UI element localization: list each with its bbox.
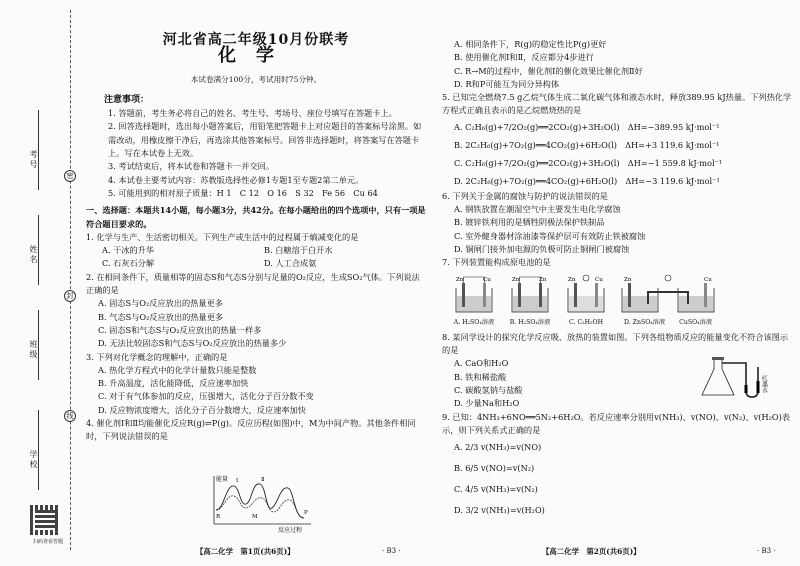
electrode-label: Zn: [512, 276, 520, 283]
field-underline: [38, 215, 39, 285]
seal-circle: 密: [64, 170, 76, 182]
field-name: 姓名: [29, 245, 38, 265]
notice-item: 2. 回答选择题时，选出每小题答案后，用铅笔把答题卡上对应题目的答案标号涂黑。如需改动，用橡皮擦干净后，再选涂其他答案标号。回答非选择题时，将答案写在答题卡上。写在本试卷上无效。: [108, 121, 422, 159]
curve-label: Ⅰ: [236, 478, 239, 484]
question-stem: 9. 已知：4NH₃+6NO══5N₂+6H₂O。若反应速率分别用v(NH₃)、v(NO)、v(N₂)、v(H₂O)表示，则下列关系式正确的是: [442, 411, 790, 435]
beaker-options: [450, 274, 792, 329]
seal-line: [70, 10, 71, 550]
beaker-option-b[interactable]: [506, 274, 554, 329]
point-label-r: R: [216, 514, 221, 520]
option[interactable]: A. 干冰的升华: [102, 245, 155, 256]
exam-info: 本试卷满分100分，考试用时75分钟。: [190, 74, 322, 84]
binding-strip: [0, 0, 80, 566]
page-code: · B3 ·: [382, 546, 401, 555]
flask-u-tube-figure: [694, 355, 784, 401]
option-letter: B.: [509, 318, 517, 326]
beaker-icon: [450, 274, 498, 316]
beaker-option-a[interactable]: [450, 274, 498, 329]
solution-label: H₂SO₄溶液: [462, 318, 495, 326]
electrode-label: Cu: [704, 276, 712, 283]
y-axis-label: 能量: [216, 476, 229, 483]
seal-circle: 线: [64, 410, 76, 422]
electrode-label: Zn: [624, 276, 632, 283]
field-exam-number: 考号: [29, 150, 38, 170]
solution-label: CuSO₄溶液: [679, 318, 713, 326]
option[interactable]: C. 4/5 v(NH₃)=v(N₂): [454, 484, 538, 495]
option[interactable]: A. C₂H₆(g)+7/2O₂(g)══2CO₂(g)+3H₂O(l) ΔH=−389.95 kJ·mol⁻¹: [454, 121, 720, 132]
option[interactable]: B. 气态S与O₂反应放出的热量更多: [98, 311, 224, 322]
left-column: [86, 0, 426, 566]
flask-icon: [702, 359, 734, 395]
footer: 【高二化学 第1页(共6页)】: [196, 546, 295, 556]
option-letter: D.: [623, 318, 631, 326]
option[interactable]: D. 2C₂H₆(g)+7O₂(g)══4CO₂(g)+6H₂O(l) ΔH=−3 119.6 kJ·mol⁻¹: [454, 175, 720, 186]
question-5: [442, 91, 792, 190]
question-7: [442, 256, 792, 329]
curve-catalyst-2: [216, 496, 304, 518]
notice-item: 1. 答题前，考生务必将自己的姓名、考生号、考场号、座位号填写在答题卡上。: [108, 108, 397, 119]
option[interactable]: B. 2C₂H₆(g)+7O₂(g)══4CO₂(g)+6H₂O(l) ΔH=+3 119.6 kJ·mol⁻¹: [454, 139, 720, 150]
field-underline: [38, 310, 39, 380]
beaker-pair-icon: [618, 274, 718, 316]
option[interactable]: B. 6/5 v(NO)=v(N₂): [454, 463, 535, 474]
meter-icon: [583, 275, 589, 281]
beaker-option-d[interactable]: [618, 274, 718, 329]
option[interactable]: C. C₂H₆(g)+7/2O₂(g)══2CO₂(g)+3H₂O(l) ΔH=−1 559.8 kJ·mol⁻¹: [454, 157, 723, 168]
notice-item: 3. 考试结束后，将本试卷和答题卡一并交回。: [108, 161, 274, 172]
option[interactable]: C. 碳酸氢钠与盐酸: [454, 385, 523, 396]
question-stem: 5. 已知完全燃烧7.5 g乙烷气体生成二氧化碳气体和液态水时，释放389.95 kJ热量。下列热化学方程式正确且表示的是乙烷燃烧热的是: [442, 92, 792, 116]
option[interactable]: C. R→M的过程中，催化剂Ⅰ的催化效果比催化剂Ⅱ好: [454, 65, 643, 76]
option[interactable]: B. 白糖溶于白开水: [264, 245, 333, 256]
beaker-option-c[interactable]: [562, 274, 610, 329]
question-stem: 7. 下列装置能构成原电池的是: [442, 257, 551, 268]
question-6: [442, 190, 792, 256]
notice-item: 5. 可能用到的相对原子质量：H 1 C 12 O 16 S 32 Fe 56 Cu 64: [108, 187, 378, 198]
page-code: · B3 ·: [757, 546, 776, 555]
option[interactable]: A. 热化学方程式中的化学计量数只能是整数: [98, 364, 257, 375]
point-label-p: P: [304, 510, 308, 516]
option-letter: C.: [568, 318, 576, 326]
question-3: [86, 351, 426, 417]
option[interactable]: A. 钢铁放置在潮湿空气中主要发生电化学腐蚀: [454, 204, 621, 215]
field-underline: [38, 410, 39, 490]
figure-label: 红墨水: [760, 374, 768, 393]
option[interactable]: A. 相同条件下，R(g)的稳定性比P(g)更好: [454, 39, 607, 49]
option[interactable]: D. R和P可能互为同分异构体: [454, 78, 560, 89]
question-stem: 4. 催化剂Ⅰ和Ⅱ均能催化反应R(g)⇌P(g)。反应历程(如图)中，M为中间产物。其他条件相同时，下列说法错误的是: [86, 418, 416, 442]
option[interactable]: A. 固态S与O₂反应放出的热量更多: [98, 298, 223, 309]
option[interactable]: A. 2/3 v(NH₃)=v(NO): [454, 442, 542, 453]
beaker-icon: [562, 274, 610, 316]
electrode-label: Zn: [456, 276, 464, 283]
notice-item: 4. 本试卷主要考试内容：苏教版选择性必修1专题1至专题2第二单元。: [108, 174, 364, 185]
point-label-m: M: [252, 514, 258, 520]
options-row: [86, 244, 426, 257]
option[interactable]: D. 铜闸门接外加电源的负极可防止铜闸门被腐蚀: [454, 243, 630, 254]
curve-label: Ⅱ: [261, 477, 265, 483]
option[interactable]: D. 少量Na和H₂O: [454, 398, 520, 409]
curve-catalyst-1: [216, 484, 304, 518]
electrode-label: Zn: [539, 276, 547, 283]
solution-label: H₂SO₄溶液: [518, 318, 551, 326]
option[interactable]: B. 镀锌铁利用的是牺牲阴极法保护铁制品: [454, 217, 605, 228]
option[interactable]: A. CaO和H₂O: [454, 358, 509, 369]
question-stem: 8. 某同学设计的探究化学反应吸、放热的装置如图。下列各组物质反应的能量变化不符合该图示的是: [442, 331, 789, 356]
qr-caption: 扫码查看答题: [32, 539, 63, 545]
option[interactable]: D. 3/2 v(NH₃)=v(H₂O): [454, 505, 545, 516]
exam-title: 河北省高二年级10月份联考: [162, 32, 350, 48]
question-stem: 2. 在相同条件下，质量相等的固态S和气态S分别与足量的O₂反应，生成SO₂气体。下列说法正确的是: [86, 271, 420, 296]
question-stem: 3. 下列对化学概念的理解中，正确的是: [86, 351, 228, 362]
question-4-options: [442, 38, 792, 91]
field-school: 学校: [29, 450, 38, 470]
field-class: 班级: [29, 340, 38, 360]
option[interactable]: D. 人工合成氨: [264, 258, 317, 269]
electrode-label: Cu: [595, 276, 603, 283]
exam-subject: 化学: [218, 45, 294, 67]
footer: 【高二化学 第2页(共6页)】: [542, 546, 641, 556]
solution-label: C₂H₅OH: [577, 318, 603, 326]
question-4: [86, 417, 426, 444]
section-heading: 一、选择题：本题共14小题，每小题3分，共42分。在每小题给出的四个选项中，只有一项是符合题目要求的。: [86, 205, 426, 229]
question-1: [86, 231, 426, 271]
option[interactable]: D. 无法比较固态S和气态S与O₂反应放出的热量多少: [98, 338, 287, 349]
options-row: [86, 257, 426, 270]
option[interactable]: C. 石灰石分解: [102, 258, 155, 269]
energy-profile-figure: [206, 472, 316, 534]
option[interactable]: C. 室外健身器材涂油漆等保护层可有效防止铁被腐蚀: [454, 230, 646, 241]
question-8: [442, 331, 792, 411]
question-2: [86, 271, 426, 351]
question-stem: 6. 下列关于金属的腐蚀与防护的说法错误的是: [442, 190, 608, 201]
option[interactable]: B. 使用催化剂Ⅰ和Ⅱ，反应都分4步进行: [454, 52, 594, 63]
seal-circle: 封: [64, 290, 76, 302]
option[interactable]: C. 对于有气体参加的反应，压强增大，活化分子百分数不变: [98, 391, 314, 402]
option[interactable]: B. 铁和稀盐酸: [454, 371, 507, 382]
meter-icon: [665, 275, 671, 281]
field-underline: [38, 110, 39, 190]
notice-heading: 注意事项：: [104, 94, 150, 105]
option-letter: A.: [453, 318, 461, 326]
x-axis-label: 反应过程: [278, 527, 303, 534]
option[interactable]: B. 升高温度，活化能降低，反应速率加快: [98, 378, 249, 389]
electrode-label: Zn: [568, 276, 576, 283]
electrode-label: Cu: [483, 276, 491, 283]
right-column: [442, 0, 792, 566]
option[interactable]: C. 固态S和气态S与O₂反应放出的热量一样多: [98, 324, 262, 335]
qr-code[interactable]: [30, 505, 60, 535]
question-stem: 1. 化学与生产、生活密切相关。下列生产或生活中的过程属于熵减变化的是: [86, 231, 359, 242]
beaker-icon: [506, 274, 554, 316]
question-9: [442, 411, 792, 522]
solution-label: ZnSO₄溶液: [632, 318, 666, 326]
option[interactable]: D. 反应物浓度增大，活化分子百分数增大，反应速率加快: [98, 404, 306, 415]
